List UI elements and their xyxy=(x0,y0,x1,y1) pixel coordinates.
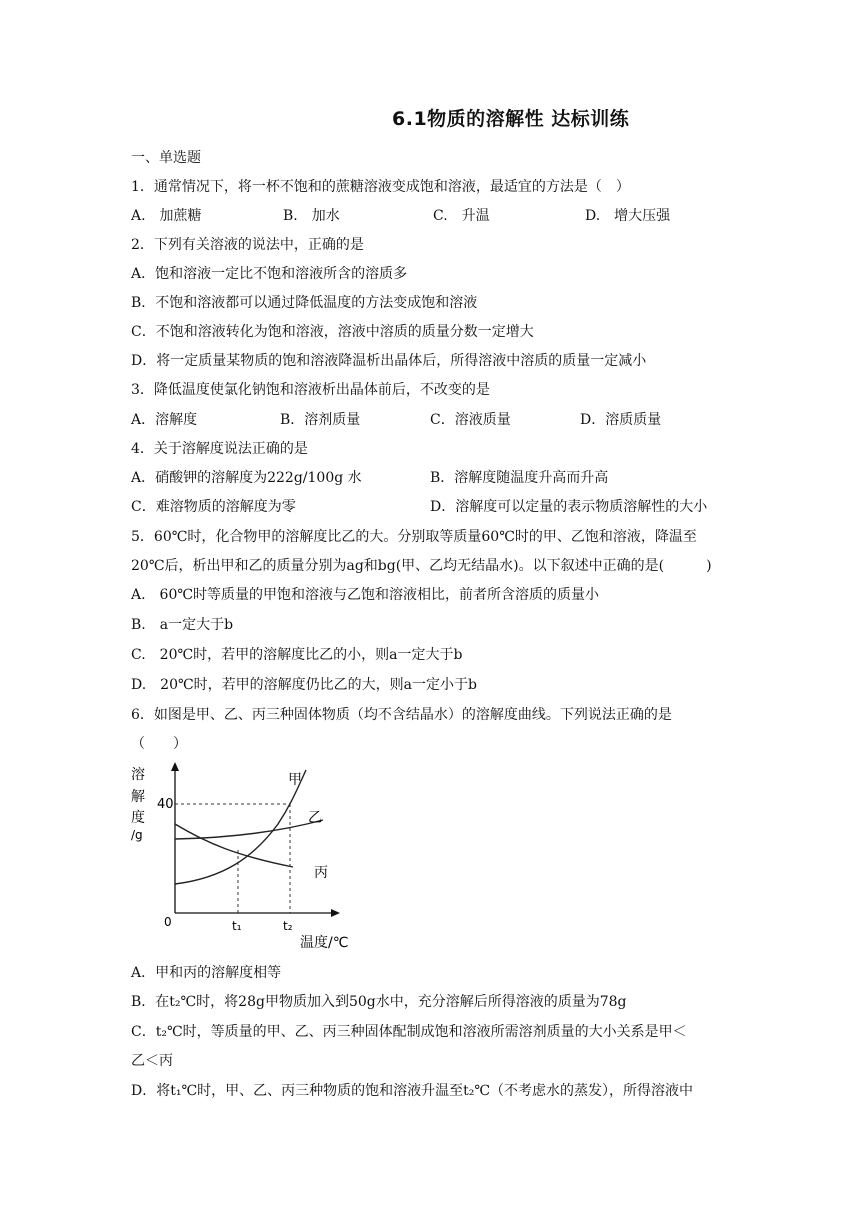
q3-option-c: C．溶液质量 xyxy=(430,412,511,428)
q2-stem: 2．下列有关溶液的说法中，正确的是 xyxy=(131,237,364,253)
page-title: 6.1物质的溶解性 达标训练 xyxy=(392,108,630,130)
q1-option-c: C. 升温 xyxy=(433,208,490,224)
q1-option-d: D. 增大压强 xyxy=(585,208,671,224)
q1-stem: 1．通常情况下，将一杯不饱和的蔗糖溶液变成饱和溶液，最适宜的方法是（ ） xyxy=(131,179,630,195)
q5-stem-line2: 20℃后，析出甲和乙的质量分别为ag和bg(甲、乙均无结晶水)。以下叙述中正确的是( ) xyxy=(131,558,712,574)
q2-option-c: C．不饱和溶液转化为饱和溶液，溶液中溶质的质量分数一定增大 xyxy=(131,324,534,340)
origin-label: 0 xyxy=(164,915,172,929)
q5-option-d: D. 20℃时，若甲的溶解度仍比乙的大，则a一定小于b xyxy=(131,677,477,693)
curve-jia xyxy=(175,770,306,884)
q6-stem-line2: （ ） xyxy=(131,736,187,752)
curve-label-yi: 乙 xyxy=(308,810,322,826)
curve-label-jia: 甲 xyxy=(288,772,302,788)
q3-stem: 3．降低温度使氯化钠饱和溶液析出晶体前后，不改变的是 xyxy=(131,382,490,398)
y-axis-arrow xyxy=(171,762,179,771)
q6-option-c-line2: 乙＜丙 xyxy=(131,1053,173,1069)
q3-option-a: A．溶解度 xyxy=(131,412,198,428)
curve-label-bing: 丙 xyxy=(314,865,328,881)
q2-option-a: A．饱和溶液一定比不饱和溶液所含的溶质多 xyxy=(131,266,408,282)
y-axis-label-char: /g xyxy=(131,828,143,842)
x-axis-arrow xyxy=(331,909,340,917)
solubility-curve-figure xyxy=(128,760,358,952)
section-heading: 一、单选题 xyxy=(131,150,201,166)
q4-option-d: D．溶解度可以定量的表示物质溶解性的大小 xyxy=(430,499,708,515)
q6-stem-line1: 6．如图是甲、乙、丙三种固体物质（均不含结晶水）的溶解度曲线。下列说法正确的是 xyxy=(131,707,672,723)
q3-option-b: B．溶剂质量 xyxy=(280,412,361,428)
y-axis-label-char: 度 xyxy=(131,810,145,826)
x-axis-label: 温度/℃ xyxy=(300,935,349,951)
q3-option-d: D．溶质质量 xyxy=(580,412,662,428)
y-axis-label-char: 解 xyxy=(131,789,145,805)
q4-stem: 4．关于溶解度说法正确的是 xyxy=(131,441,308,457)
q2-option-d: D．将一定质量某物质的饱和溶液降温析出晶体后，所得溶液中溶质的质量一定减小 xyxy=(131,353,647,369)
q6-option-a: A．甲和丙的溶解度相等 xyxy=(131,965,282,981)
x-tick-label: t₁ xyxy=(232,919,242,933)
q6-option-c-line1: C．t₂℃时，等质量的甲、乙、丙三种固体配制成饱和溶液所需溶剂质量的大小关系是甲＜ xyxy=(131,1024,687,1040)
q4-option-a: A．硝酸钾的溶解度为222g/100g 水 xyxy=(131,470,362,486)
q5-option-a: A. 60℃时等质量的甲饱和溶液与乙饱和溶液相比，前者所含溶质的质量小 xyxy=(131,587,600,603)
q6-option-d: D．将t₁℃时，甲、乙、丙三种物质的饱和溶液升温至t₂℃（不考虑水的蒸发），所得溶液中 xyxy=(131,1083,694,1099)
q4-option-c: C．难溶物质的溶解度为零 xyxy=(131,499,296,515)
q6-option-b: B．在t₂℃时，将28g甲物质加入到50g水中，充分溶解后所得溶液的质量为78g xyxy=(131,994,627,1010)
q5-option-c: C. 20℃时，若甲的溶解度比乙的小，则a一定大于b xyxy=(131,647,463,663)
q5-stem-line1: 5．60℃时，化合物甲的溶解度比乙的大。分别取等质量60℃时的甲、乙饱和溶液，降温至 xyxy=(131,529,697,545)
y-axis-label-char: 溶 xyxy=(131,767,145,783)
q1-option-b: B. 加水 xyxy=(283,208,340,224)
q2-option-b: B．不饱和溶液都可以通过降低温度的方法变成饱和溶液 xyxy=(131,295,478,311)
y-tick-label: 40 xyxy=(157,797,174,812)
x-tick-label: t₂ xyxy=(283,919,293,933)
q1-option-a: A. 加蔗糖 xyxy=(131,208,202,224)
q5-option-b: B. a一定大于b xyxy=(131,617,234,633)
q4-option-b: B．溶解度随温度升高而升高 xyxy=(430,470,609,486)
